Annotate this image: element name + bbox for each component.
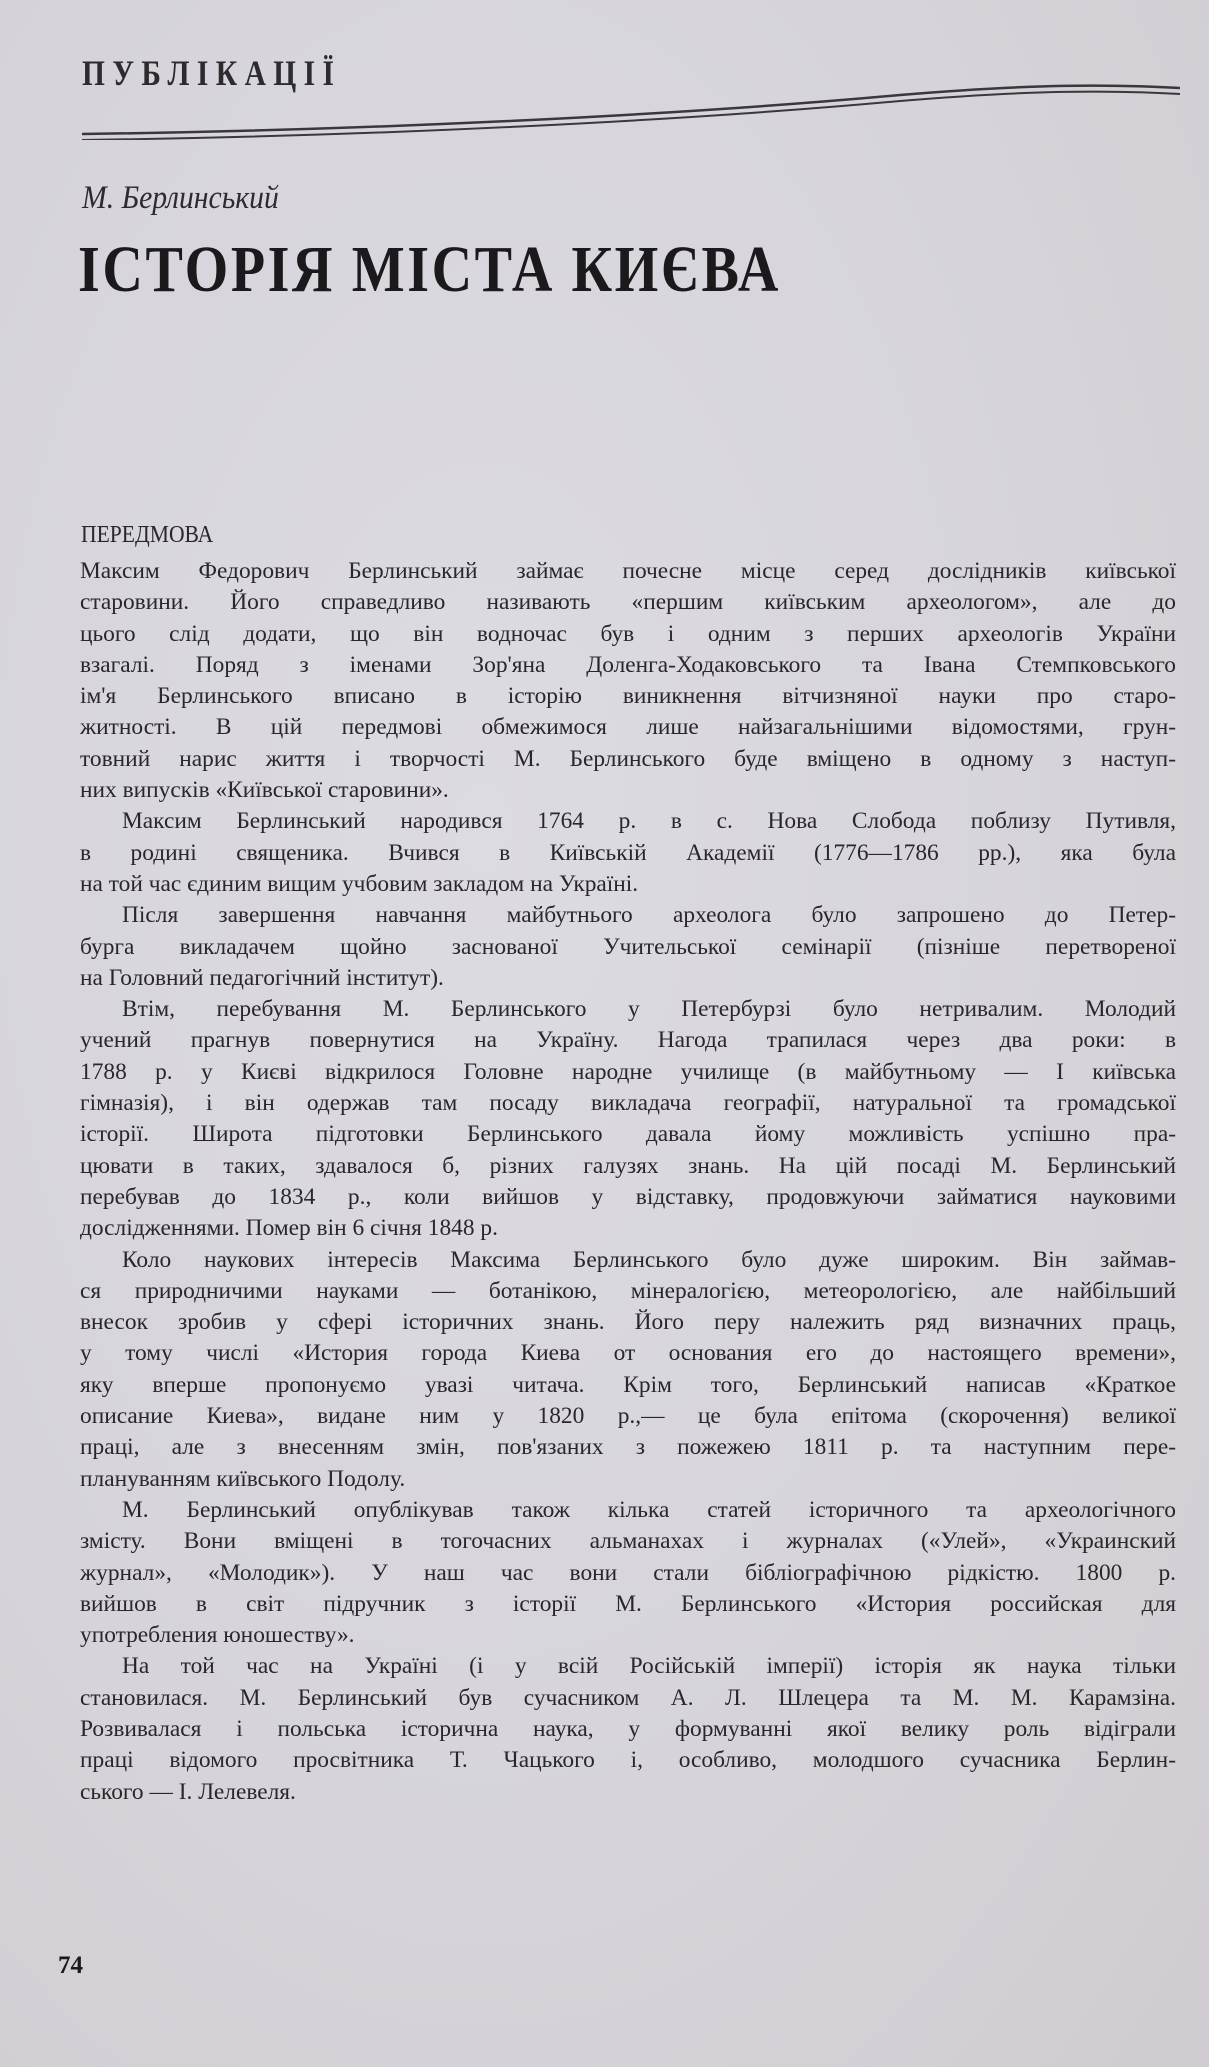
text-line: ім'я Берлинського вписано в історію виникнення вітчизняної науки про старо-	[80, 683, 1176, 710]
text-line: Максим Берлинський народився 1764 р. в с. Нова Слобода поблизу Путивля,	[122, 808, 1176, 835]
text-line: Максим Федорович Берлинський займає почесне місце серед дослідників київської	[80, 558, 1176, 584]
text-line: на Головний педагогічний інститут).	[80, 964, 444, 991]
article-title: ІСТОРІЯ МІСТА КИЄВА	[78, 233, 781, 306]
paragraph	[80, 900, 1176, 994]
text-line: Втім, перебування М. Берлинського у Петербурзі було нетривалим. Молодий	[122, 996, 1176, 1023]
paragraph	[80, 556, 1176, 806]
text-line: журнал», «Молодик»). У наш час вони стали бібліографічною рідкістю. 1800 р.	[80, 1559, 1176, 1586]
text-line: бурга викладачем щойно заснованої Учительської семінарії (пізніше перетвореної	[80, 933, 1176, 960]
text-line: На той час на Україні (і у всій Російській імперії) історія як наука тільки	[122, 1653, 1176, 1680]
text-line: на той час єдиним вищим учбовим закладом на Україні.	[80, 870, 639, 897]
text-line: внесок зробив у сфері історичних знань. Його перу належить ряд визначних праць,	[80, 1309, 1176, 1336]
text-line: цього слід додати, що він водночас був і одним з перших археологів України	[80, 620, 1176, 647]
paragraph	[80, 994, 1176, 1244]
text-line: товний нарис життя і творчості М. Берлинського буде вміщено в одному з наступ-	[80, 745, 1176, 772]
text-line: описание Киева», видане ним у 1820 р.,— це була епітома (скорочення) великої	[80, 1403, 1176, 1430]
text-line: учений прагнув повернутися на Україну. Нагода трапилася через два роки: в	[80, 1027, 1176, 1054]
text-line: 1788 р. у Києві відкрилося Головне народне училище (в майбутньому — І київська	[80, 1058, 1176, 1085]
text-line: цювати в таких, здавалося б, різних галузях знань. На цій посаді М. Берлинський	[80, 1152, 1176, 1179]
text-line: Коло наукових інтересів Максима Берлинського було дуже широким. Він займав-	[122, 1246, 1176, 1273]
text-line: становилася. М. Берлинський був сучасником А. Л. Шлецера та М. М. Карамзіна.	[80, 1684, 1176, 1711]
article-body	[80, 556, 1176, 1808]
text-line: вийшов в світ підручник з історії М. Берлинського «История российская для	[80, 1590, 1176, 1617]
text-line: яку вперше пропонуємо увазі читача. Крім того, Берлинський написав «Краткое	[80, 1371, 1176, 1398]
text-line: змісту. Вони вміщені в тогочасних альманахах і журналах («Улей», «Украинский	[80, 1528, 1176, 1555]
text-line: ся природничими науками — ботанікою, мінералогією, метеорологією, але найбільший	[80, 1277, 1176, 1304]
decorative-wavy-rule	[80, 70, 1180, 140]
text-line: взагалі. Поряд з іменами Зор'яна Доленга-Ходаковського та Івана Стемпковського	[80, 651, 1176, 678]
author-name: М. Берлинський	[82, 180, 279, 216]
paragraph	[80, 806, 1176, 900]
text-line: Розвивалася і польська історична наука, у формуванні якої велику роль відіграли	[80, 1715, 1176, 1742]
paragraph	[80, 1651, 1176, 1807]
text-line: них випусків «Київської старовини».	[80, 777, 449, 804]
text-line: плануванням київського Подолу.	[80, 1465, 406, 1492]
text-line: употребления юношеству».	[80, 1622, 355, 1649]
page-number: 74	[58, 1952, 83, 1979]
text-line: гімназія), і він одержав там посаду викладача географії, натуральної та громадської	[80, 1090, 1176, 1117]
text-line: праці, але з внесенням змін, пов'язаних з пожежею 1811 р. та наступним пере-	[80, 1434, 1176, 1461]
section-title: ПУБЛІКАЦІЇ	[82, 53, 342, 93]
text-line: у тому числі «История города Киева от основания его до настоящего времени»,	[80, 1340, 1176, 1367]
text-line: праці відомого просвітника Т. Чацького і, особливо, молодшого сучасника Берлин-	[80, 1747, 1176, 1774]
text-line: М. Берлинський опублікував також кілька статей історичного та археологічного	[122, 1496, 1176, 1523]
text-line: в родині священика. Вчився в Київській Академії (1776—1786 рр.), яка була	[80, 839, 1176, 866]
preface-heading: ПЕРЕДМОВА	[81, 522, 214, 548]
text-line: дослідженнями. Помер він 6 січня 1848 р.	[80, 1215, 498, 1242]
text-line: старовини. Його справедливо називають «першим київським археологом», але до	[80, 589, 1176, 616]
text-line: ського — І. Лелевеля.	[80, 1778, 296, 1805]
paragraph	[80, 1495, 1176, 1651]
text-line: Після завершення навчання майбутнього археолога було запрошено до Петер-	[122, 902, 1176, 929]
paragraph	[80, 1245, 1176, 1495]
text-line: житності. В цій передмові обмежимося лише найзагальнішими відомостями, грун-	[80, 714, 1176, 741]
text-line: історії. Широта підготовки Берлинського давала йому можливість успішно пра-	[80, 1121, 1176, 1148]
text-line: перебував до 1834 р., коли вийшов у відставку, продовжуючи займатися науковими	[80, 1183, 1176, 1210]
